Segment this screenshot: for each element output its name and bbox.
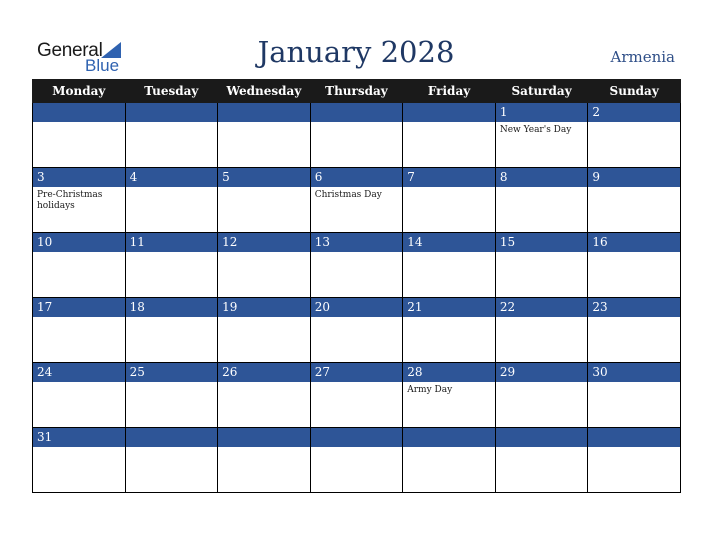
holiday-label: [311, 122, 403, 125]
day-number: 6: [311, 168, 403, 187]
day-cell: [310, 363, 403, 428]
day-cell: [33, 363, 126, 428]
weekday-header: Sunday: [588, 80, 681, 103]
day-cell: [495, 363, 588, 428]
day-cell: [588, 233, 681, 298]
holiday-label: Pre-Christmas holidays: [37, 190, 103, 211]
day-number: [403, 103, 495, 122]
holiday-label: [33, 317, 125, 320]
weekday-header: Friday: [403, 80, 496, 103]
day-cell: [125, 363, 218, 428]
holiday-label: [496, 252, 588, 255]
week-row: [33, 298, 681, 363]
day-number: [218, 103, 310, 122]
day-number: 14: [403, 233, 495, 252]
calendar-body: [33, 103, 681, 493]
day-number: 5: [218, 168, 310, 187]
weekday-header: Saturday: [495, 80, 588, 103]
holiday-label: [33, 122, 125, 125]
weekday-header: Tuesday: [125, 80, 218, 103]
holiday-label: [33, 252, 125, 255]
holiday-label: [403, 252, 495, 255]
day-cell: [125, 168, 218, 233]
day-cell: [403, 363, 496, 428]
day-number: 4: [126, 168, 218, 187]
day-cell: [218, 103, 311, 168]
day-number: 16: [588, 233, 680, 252]
day-number: 1: [496, 103, 588, 122]
weekday-header-row: [33, 80, 681, 103]
day-cell: [588, 363, 681, 428]
holiday-label: [588, 382, 680, 385]
day-cell: [588, 428, 681, 493]
day-cell: [495, 103, 588, 168]
holiday-label: [33, 447, 125, 450]
calendar-grid: [32, 79, 681, 493]
day-number: [311, 428, 403, 447]
holiday-label: [588, 317, 680, 320]
day-cell: [403, 103, 496, 168]
day-number: 12: [218, 233, 310, 252]
day-number: 8: [496, 168, 588, 187]
day-cell: [403, 298, 496, 363]
day-number: 10: [33, 233, 125, 252]
day-number: 31: [33, 428, 125, 447]
holiday-label: [403, 317, 495, 320]
day-number: 23: [588, 298, 680, 317]
holiday-label: [311, 317, 403, 320]
holiday-label: [311, 382, 403, 385]
day-number: 7: [403, 168, 495, 187]
day-cell: [495, 298, 588, 363]
logo-blue-text: Blue: [85, 56, 120, 75]
week-row: [33, 168, 681, 233]
week-row: [33, 428, 681, 493]
holiday-label: [218, 252, 310, 255]
holiday-label: [218, 187, 310, 190]
holiday-label: [403, 187, 495, 190]
day-cell: [33, 233, 126, 298]
day-cell: [125, 103, 218, 168]
holiday-label: New Year's Day: [499, 125, 572, 135]
holiday-label: [33, 382, 125, 385]
day-cell: [218, 363, 311, 428]
holiday-label: [311, 447, 403, 450]
holiday-label: [496, 317, 588, 320]
holiday-label: [218, 382, 310, 385]
logo-general-text: General: [37, 40, 103, 61]
holiday-label: [403, 447, 495, 450]
day-number: [496, 428, 588, 447]
holiday-label: [218, 122, 310, 125]
holiday-label: [496, 382, 588, 385]
day-cell: [125, 298, 218, 363]
day-cell: [310, 103, 403, 168]
holiday-label: [126, 187, 218, 190]
day-cell: [403, 233, 496, 298]
week-row: [33, 103, 681, 168]
holiday-label: [311, 252, 403, 255]
day-number: 25: [126, 363, 218, 382]
day-cell: [33, 428, 126, 493]
day-cell: [588, 298, 681, 363]
day-number: [126, 103, 218, 122]
day-number: 18: [126, 298, 218, 317]
day-number: 28: [403, 363, 495, 382]
day-cell: [310, 428, 403, 493]
day-cell: [33, 168, 126, 233]
week-row: [33, 363, 681, 428]
day-cell: [218, 168, 311, 233]
day-number: 24: [33, 363, 125, 382]
weekday-header: Wednesday: [218, 80, 311, 103]
day-number: 29: [496, 363, 588, 382]
day-number: [311, 103, 403, 122]
holiday-label: [496, 187, 588, 190]
day-number: 27: [311, 363, 403, 382]
day-cell: [495, 233, 588, 298]
holiday-label: Christmas Day: [314, 190, 382, 200]
holiday-label: Army Day: [407, 385, 453, 395]
day-number: [588, 428, 680, 447]
day-cell: [403, 168, 496, 233]
holiday-label: [403, 122, 495, 125]
holiday-label: [126, 122, 218, 125]
day-number: 17: [33, 298, 125, 317]
day-number: 2: [588, 103, 680, 122]
day-cell: [310, 298, 403, 363]
day-number: 11: [126, 233, 218, 252]
holiday-label: [588, 447, 680, 450]
day-number: 13: [311, 233, 403, 252]
day-cell: [218, 298, 311, 363]
day-number: 20: [311, 298, 403, 317]
day-cell: [588, 103, 681, 168]
day-number: 19: [218, 298, 310, 317]
day-number: 30: [588, 363, 680, 382]
holiday-label: [218, 317, 310, 320]
day-number: [218, 428, 310, 447]
weekday-header: Thursday: [310, 80, 403, 103]
weekday-header: Monday: [33, 80, 126, 103]
holiday-label: [126, 447, 218, 450]
holiday-label: [126, 317, 218, 320]
holiday-label: [126, 382, 218, 385]
day-number: 22: [496, 298, 588, 317]
holiday-label: [588, 122, 680, 125]
day-cell: [33, 298, 126, 363]
day-number: 15: [496, 233, 588, 252]
day-number: 21: [403, 298, 495, 317]
day-cell: [218, 233, 311, 298]
day-cell: [495, 168, 588, 233]
day-cell: [495, 428, 588, 493]
day-number: [403, 428, 495, 447]
holiday-label: [126, 252, 218, 255]
week-row: [33, 233, 681, 298]
day-cell: [403, 428, 496, 493]
day-cell: [218, 428, 311, 493]
holiday-label: [218, 447, 310, 450]
holiday-label: [588, 187, 680, 190]
holiday-label: [496, 447, 588, 450]
day-cell: [33, 103, 126, 168]
day-number: 26: [218, 363, 310, 382]
day-number: [33, 103, 125, 122]
day-cell: [310, 233, 403, 298]
day-number: 9: [588, 168, 680, 187]
day-number: [126, 428, 218, 447]
day-cell: [310, 168, 403, 233]
day-cell: [125, 428, 218, 493]
page-title: January 2028: [257, 35, 455, 69]
day-cell: [588, 168, 681, 233]
day-cell: [125, 233, 218, 298]
day-number: 3: [33, 168, 125, 187]
holiday-label: [588, 252, 680, 255]
country-label: Armenia: [610, 48, 675, 66]
